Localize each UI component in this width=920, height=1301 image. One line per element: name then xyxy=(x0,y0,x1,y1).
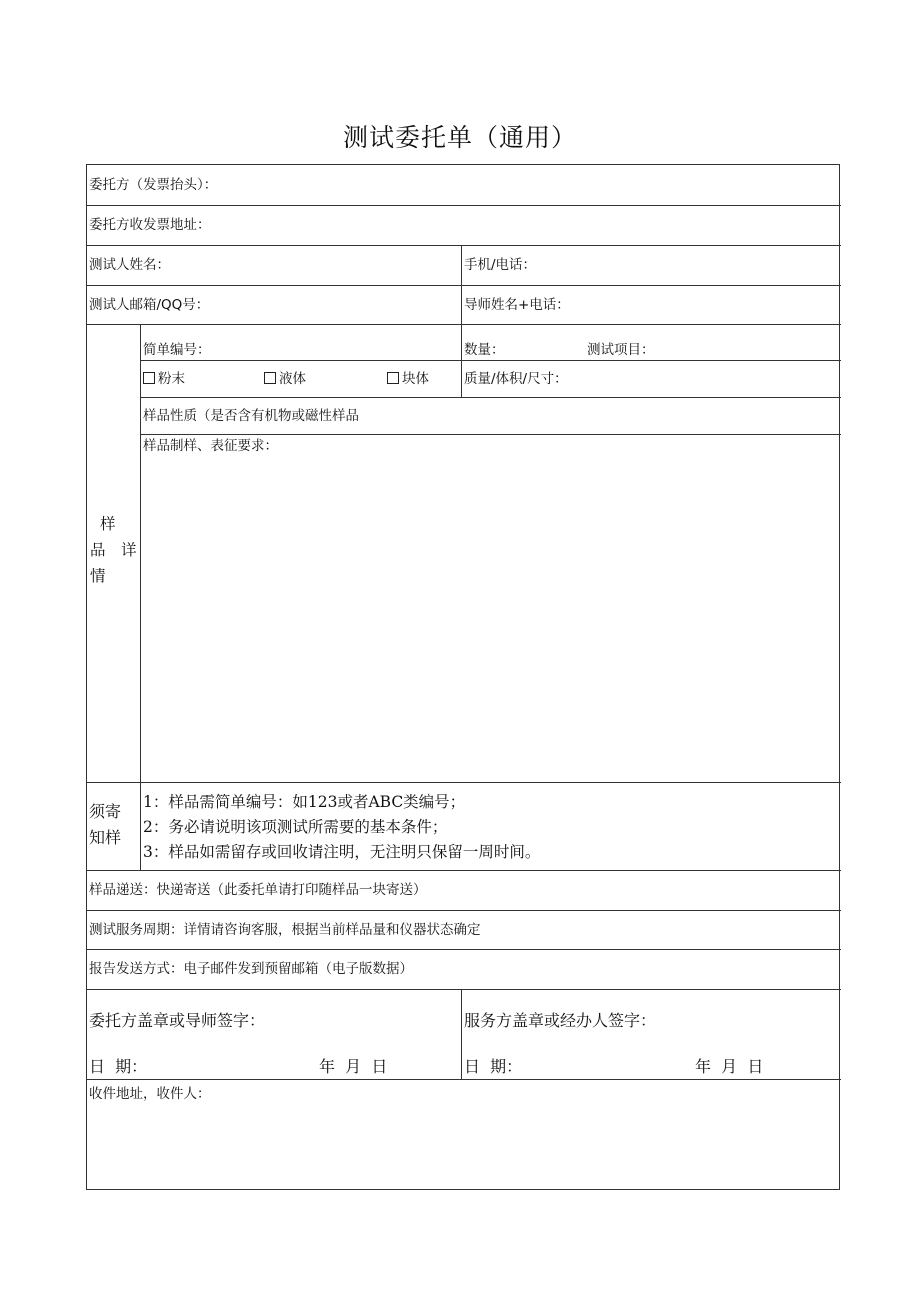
advisor-label: 导师姓名+电话： xyxy=(464,297,570,313)
divider xyxy=(87,870,841,871)
server-signature-label: 服务方盖章或经办人签字： xyxy=(464,1011,657,1030)
test-item-label: 测试项目： xyxy=(587,342,655,358)
sample-prep-label: 样品制样、表征要求： xyxy=(143,438,278,454)
server-date-label: 日 期： xyxy=(464,1057,523,1076)
checkbox-icon[interactable] xyxy=(387,372,399,384)
divider xyxy=(87,205,841,206)
receiver-label: 收件地址，收件人： xyxy=(89,1086,211,1102)
option-solid[interactable]: 块体 xyxy=(387,370,429,388)
client-date-label: 日 期： xyxy=(89,1057,148,1076)
divider xyxy=(87,1079,841,1080)
tester-email-label: 测试人邮箱/QQ号： xyxy=(89,297,210,313)
divider xyxy=(87,782,841,783)
mass-volume-size-label: 质量/体积/尺寸： xyxy=(464,371,568,387)
notice-item: 1：样品需简单编号：如123或者ABC类编号； xyxy=(143,793,466,811)
divider xyxy=(87,285,841,286)
delivery-label: 样品递送：快递寄送（此委托单请打印随样品一块寄送） xyxy=(89,882,427,898)
service-cycle-label: 测试服务周期：详情请咨询客服，根据当前样品量和仪器状态确定 xyxy=(89,922,481,938)
server-date-suffix: 年 月 日 xyxy=(695,1057,764,1076)
tester-name-label: 测试人姓名： xyxy=(89,257,170,273)
divider xyxy=(87,245,841,246)
notice-item: 2：务必请说明该项测试所需要的基本条件； xyxy=(143,818,448,836)
commission-form xyxy=(86,164,840,1190)
divider xyxy=(87,989,841,990)
client-date-suffix: 年 月 日 xyxy=(319,1057,388,1076)
sample-code-label: 简单编号： xyxy=(143,342,211,358)
divider xyxy=(461,989,462,1079)
divider xyxy=(140,397,841,398)
quantity-label: 数量： xyxy=(464,342,505,358)
sample-section-label: 样 品 详 情 xyxy=(90,515,137,585)
report-method-label: 报告发送方式：电子邮件发到预留邮箱（电子版数据） xyxy=(89,961,413,977)
divider xyxy=(87,910,841,911)
divider xyxy=(140,434,841,435)
option-powder[interactable]: 粉末 xyxy=(143,370,185,388)
client-signature-label: 委托方盖章或导师签字： xyxy=(89,1011,266,1030)
client-label: 委托方（发票抬头）： xyxy=(89,177,218,193)
page-title: 测试委托单（通用） xyxy=(342,123,577,152)
divider xyxy=(87,949,841,950)
divider xyxy=(461,245,462,324)
notice-label: 须寄 知样 xyxy=(89,802,122,847)
notice-item: 3：样品如需留存或回收请注明，无注明只保留一周时间。 xyxy=(143,843,541,861)
option-liquid[interactable]: 液体 xyxy=(264,370,306,388)
divider xyxy=(140,324,141,870)
checkbox-icon[interactable] xyxy=(143,372,155,384)
sample-nature-label: 样品性质（是否含有机物或磁性样品 xyxy=(143,408,359,424)
phone-label: 手机/电话： xyxy=(464,257,537,273)
divider xyxy=(87,324,841,325)
divider xyxy=(140,360,841,361)
invoice-address-label: 委托方收发票地址： xyxy=(89,217,211,233)
divider xyxy=(461,324,462,397)
checkbox-icon[interactable] xyxy=(264,372,276,384)
